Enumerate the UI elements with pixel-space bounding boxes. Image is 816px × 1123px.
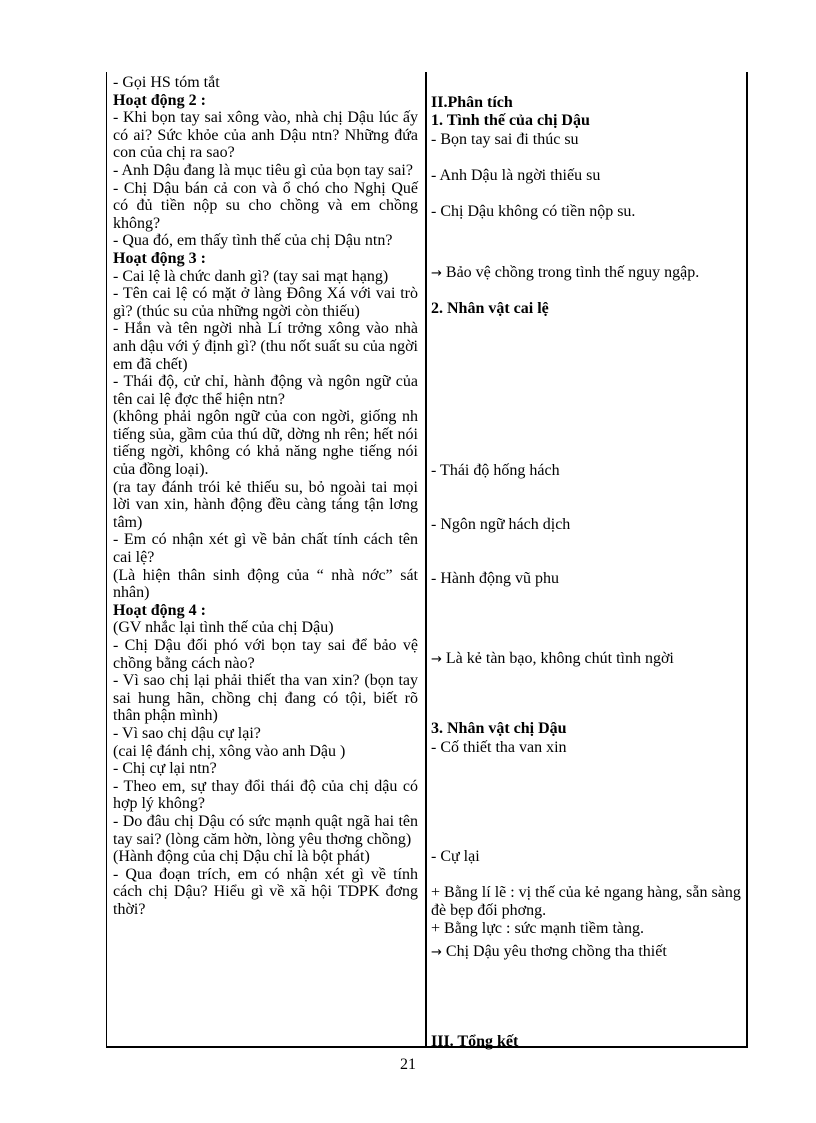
activity-heading: Hoạt động 3 : — [113, 249, 206, 267]
analysis-line: - Ngôn ngữ hách dịch — [431, 516, 571, 533]
activity-heading: Hoạt động 4 : — [113, 601, 206, 619]
arrow-right-icon: → — [431, 652, 442, 667]
analysis-line: - Anh Dậu là ngời thiếu su — [431, 167, 601, 184]
activity-text: - Vì sao chị lại phải thiết tha van xin? (bọn tay sai hung hãn, chồng chị đang có tội, biết rõ thân phận mình) — [113, 672, 418, 725]
subsection-title-cai-le: 2. Nhân vật cai lệ — [431, 300, 549, 317]
activity-text: (Hành động của chị Dậu chỉ là bột phát) — [113, 848, 370, 866]
activity-text: - Chị Dậu bán cả con và ổ chó cho Nghị Quế có đủ tiền nộp su cho chồng và em chồng không? — [113, 179, 418, 232]
conclusion-text: Bảo vệ chồng trong tình thế nguy ngập. — [441, 264, 700, 281]
section-title-analysis: II.Phân tích — [431, 94, 513, 111]
activity-text: - Vì sao chị dậu cự lại? — [113, 724, 261, 742]
analysis-line: - Bọn tay sai đi thúc su — [431, 131, 579, 148]
conclusion-text: Là kẻ tàn bạo, không chút tình ngời — [441, 650, 674, 667]
activity-text: - Do đâu chị Dậu có sức mạnh quật ngã hai tên tay sai? (lòng căm hờn, lòng yêu thơng chồng) — [113, 812, 418, 848]
activity-text: - Thái độ, cử chỉ, hành động và ngôn ngữ của tên cai lệ đợc thể hiện ntn? — [113, 373, 418, 408]
activity-text: (ra tay đánh trói kẻ thiếu su, bỏ ngoài tai mọi lời van xin, hành động đều càng táng tận lơng tâm) — [113, 478, 418, 531]
activity-text: (không phải ngôn ngữ của con ngời, giống nh tiếng sủa, gầm của thú dữ, dờng nh rên; hết nói tiếng ngời, không có khả năng nghe tiếng nói của đồng loại). — [113, 408, 418, 479]
activity-text: - Hắn và tên ngời nhà Lí trởng xông vào nhà anh dậu với ý định gì? (thu nốt suất su của ngời em đã chết) — [113, 320, 418, 373]
conclusion-text: Chị Dậu yêu thơng chồng tha thiết — [441, 943, 667, 960]
analysis-line: + Bằng lực : sức mạnh tiềm tàng. — [431, 920, 644, 937]
activity-text: - Em có nhận xét gì về bản chất tính cách tên cai lệ? — [113, 531, 418, 567]
page-number: 21 — [400, 1056, 416, 1073]
analysis-line: - Hành động vũ phu — [431, 570, 559, 587]
activity-text: - Chị Dậu đối phó với bọn tay sai để bảo vệ chồng bằng cách nào? — [113, 637, 418, 672]
column-divider — [425, 72, 427, 1048]
analysis-line: - Thái độ hống hách — [431, 462, 560, 479]
activity-text: (Là hiện thân sinh động của “ nhà nớc” sát nhân) — [113, 566, 418, 602]
activity-text: - Gọi HS tóm tắt — [113, 74, 220, 91]
teacher-activities-column — [113, 74, 418, 919]
section-title-summary: III. Tổng kết — [431, 1033, 519, 1050]
analysis-line: + Bằng lí lẽ : vị thế của kẻ ngang hàng, sẵn sàng đè bẹp đối phơng. — [431, 884, 741, 919]
activity-text: - Chị cự lại ntn? — [113, 760, 217, 778]
analysis-line: - Cố thiết tha van xin — [431, 739, 567, 756]
activity-text: - Qua đó, em thấy tình thế của chị Dậu ntn? — [113, 232, 393, 250]
activity-text: - Theo em, sự thay đổi thái độ của chị dậu có hợp lý không? — [113, 777, 418, 813]
analysis-line: - Chị Dậu không có tiền nộp su. — [431, 203, 636, 220]
activity-heading: Hoạt động 2 : — [113, 91, 206, 109]
activity-text: - Khi bọn tay sai xông vào, nhà chị Dậu lúc ấy có ai? Sức khỏe của anh Dậu ntn? Những đứa con của chị ra sao? — [113, 109, 418, 162]
subsection-title-chi-dau: 3. Nhân vật chị Dậu — [431, 720, 567, 737]
analysis-conclusion — [431, 650, 743, 669]
subsection-title-situation: 1. Tình thế của chị Dậu — [431, 112, 590, 129]
activity-text: - Anh Dậu đang là mục tiêu gì của bọn tay sai? — [113, 161, 413, 179]
activity-text: (GV nhắc lại tình thế của chị Dậu) — [113, 619, 334, 637]
activity-text: - Tên cai lệ có mặt ở làng Đông Xá với vai trò gì? (thúc su của những ngời còn thiếu) — [113, 285, 418, 320]
analysis-conclusion — [431, 264, 743, 283]
arrow-right-icon: → — [431, 945, 442, 960]
analysis-conclusion — [431, 943, 743, 962]
activity-text: (cai lệ đánh chị, xông vào anh Dậu ) — [113, 742, 346, 760]
activity-text: - Qua đoạn trích, em có nhận xét gì về tính cách chị Dậu? Hiểu gì về xã hội TDPK đơng thời? — [113, 865, 418, 918]
activity-text: - Cai lệ là chức danh gì? (tay sai mạt hạng) — [113, 267, 389, 285]
arrow-right-icon: → — [431, 266, 442, 281]
analysis-line: - Cự lại — [431, 848, 480, 865]
